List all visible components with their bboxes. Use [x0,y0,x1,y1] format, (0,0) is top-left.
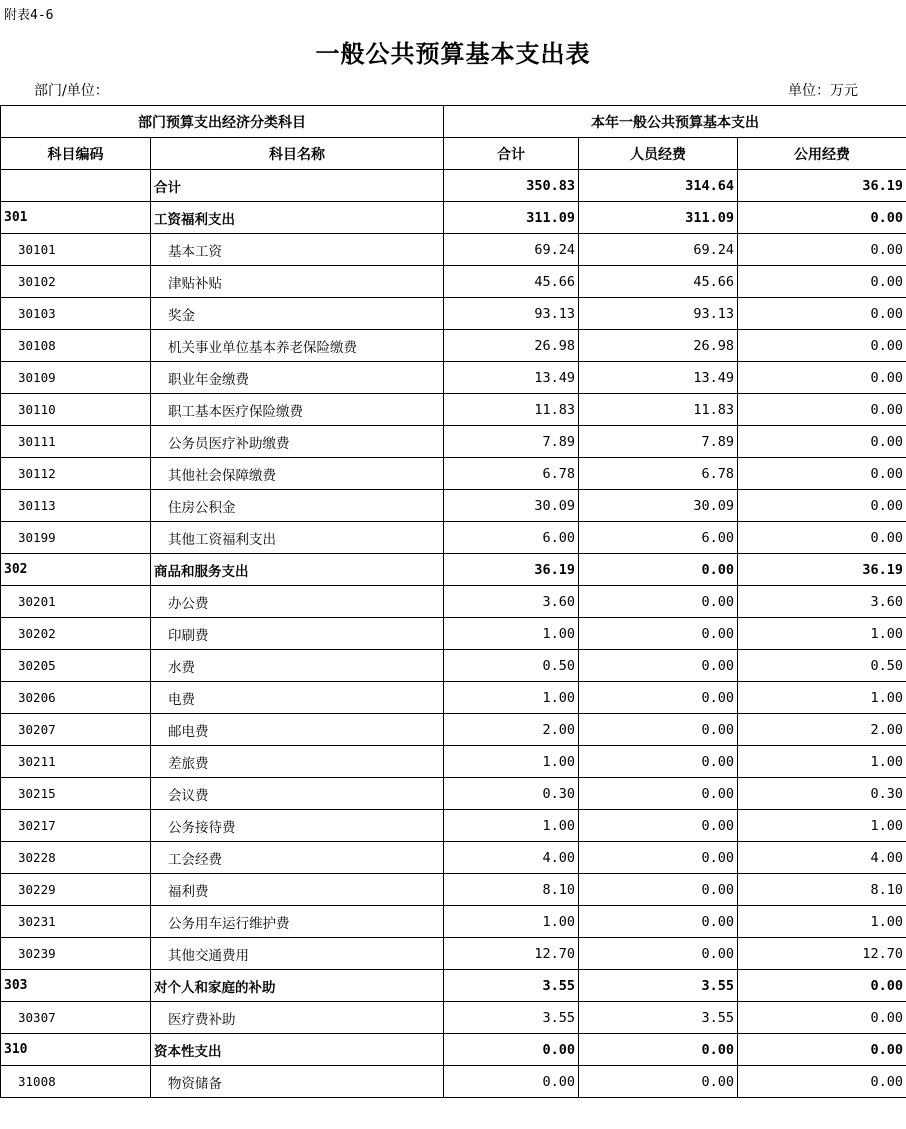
row-total: 1.00 [444,746,579,778]
row-personnel: 0.00 [579,714,738,746]
table-row [1,938,906,970]
row-code: 303 [1,970,151,1002]
row-total: 4.00 [444,842,579,874]
row-personnel: 0.00 [579,778,738,810]
row-personnel: 26.98 [579,330,738,362]
column-header-personnel: 人员经费 [579,138,738,170]
row-total: 3.55 [444,970,579,1002]
row-public: 36.19 [738,554,906,586]
budget-table [0,105,906,1098]
row-total: 12.70 [444,938,579,970]
row-personnel: 0.00 [579,1034,738,1066]
row-total: 93.13 [444,298,579,330]
row-total: 1.00 [444,682,579,714]
row-public: 1.00 [738,906,906,938]
row-total: 3.55 [444,1002,579,1034]
row-code: 301 [1,202,151,234]
page-title: 一般公共预算基本支出表 [315,39,591,68]
row-total: 69.24 [444,234,579,266]
row-public: 0.00 [738,1002,906,1034]
row-name: 其他社会保障缴费 [151,458,444,490]
table-row [1,426,906,458]
row-name: 公务接待费 [151,810,444,842]
row-personnel: 6.00 [579,522,738,554]
row-code: 30205 [1,650,151,682]
row-code: 30113 [1,490,151,522]
row-total: 0.50 [444,650,579,682]
row-total: 30.09 [444,490,579,522]
row-total: 311.09 [444,202,579,234]
row-name: 职工基本医疗保险缴费 [151,394,444,426]
row-code: 30231 [1,906,151,938]
table-row [1,202,906,234]
row-code: 30307 [1,1002,151,1034]
row-public: 2.00 [738,714,906,746]
row-personnel: 93.13 [579,298,738,330]
table-row [1,330,906,362]
table-row [1,266,906,298]
row-name: 基本工资 [151,234,444,266]
row-name: 对个人和家庭的补助 [151,970,444,1002]
row-name: 职业年金缴费 [151,362,444,394]
row-personnel: 311.09 [579,202,738,234]
row-public: 0.00 [738,970,906,1002]
table-row [1,1034,906,1066]
row-code: 30217 [1,810,151,842]
row-code: 30111 [1,426,151,458]
row-total: 26.98 [444,330,579,362]
table-row [1,234,906,266]
row-personnel: 0.00 [579,810,738,842]
row-personnel: 0.00 [579,554,738,586]
row-public: 3.60 [738,586,906,618]
row-name: 公务用车运行维护费 [151,906,444,938]
row-personnel: 0.00 [579,906,738,938]
row-name: 奖金 [151,298,444,330]
column-header-name: 科目名称 [151,138,444,170]
row-personnel: 69.24 [579,234,738,266]
table-row [1,298,906,330]
header-column-row [1,138,906,170]
row-code: 30108 [1,330,151,362]
table-row [1,746,906,778]
column-header-code: 科目编码 [1,138,151,170]
row-total: 8.10 [444,874,579,906]
row-total: 350.83 [444,170,579,202]
table-row [1,650,906,682]
row-public: 0.50 [738,650,906,682]
row-total: 3.60 [444,586,579,618]
row-public: 1.00 [738,810,906,842]
row-name: 津贴补贴 [151,266,444,298]
row-public: 1.00 [738,746,906,778]
table-row [1,874,906,906]
row-name: 住房公积金 [151,490,444,522]
row-public: 12.70 [738,938,906,970]
row-personnel: 0.00 [579,618,738,650]
row-name: 机关事业单位基本养老保险缴费 [151,330,444,362]
row-public: 1.00 [738,682,906,714]
row-public: 0.00 [738,522,906,554]
row-total: 1.00 [444,618,579,650]
department-label: 部门/单位： [34,83,109,99]
row-total: 0.00 [444,1034,579,1066]
table-row [1,362,906,394]
row-code: 30201 [1,586,151,618]
row-name: 工会经费 [151,842,444,874]
table-row [1,170,906,202]
row-name: 物资储备 [151,1066,444,1098]
row-total: 7.89 [444,426,579,458]
row-public: 0.00 [738,202,906,234]
table-row [1,1066,906,1098]
row-code: 30102 [1,266,151,298]
row-code: 30202 [1,618,151,650]
row-public: 0.00 [738,1034,906,1066]
row-personnel: 0.00 [579,586,738,618]
row-personnel: 0.00 [579,938,738,970]
row-public: 8.10 [738,874,906,906]
row-personnel: 314.64 [579,170,738,202]
row-personnel: 0.00 [579,1066,738,1098]
table-row [1,906,906,938]
row-code: 30239 [1,938,151,970]
row-total: 45.66 [444,266,579,298]
row-total: 0.30 [444,778,579,810]
unit-label: 单位：万元 [788,83,858,99]
row-code: 30229 [1,874,151,906]
row-code: 30110 [1,394,151,426]
row-total: 11.83 [444,394,579,426]
row-total: 13.49 [444,362,579,394]
row-code: 30112 [1,458,151,490]
row-total: 6.00 [444,522,579,554]
row-name: 资本性支出 [151,1034,444,1066]
row-code: 30211 [1,746,151,778]
table-row [1,554,906,586]
header-group-basic-expenditure: 本年一般公共预算基本支出 [444,106,906,138]
row-name: 其他工资福利支出 [151,522,444,554]
row-public: 0.00 [738,1066,906,1098]
row-name: 合计 [151,170,444,202]
table-row [1,490,906,522]
row-public: 0.00 [738,266,906,298]
row-personnel: 45.66 [579,266,738,298]
row-public: 0.00 [738,330,906,362]
row-name: 水费 [151,650,444,682]
row-total: 0.00 [444,1066,579,1098]
row-name: 其他交通费用 [151,938,444,970]
row-code [1,170,151,202]
row-code: 31008 [1,1066,151,1098]
row-code: 30206 [1,682,151,714]
table-row [1,810,906,842]
row-public: 0.00 [738,426,906,458]
row-personnel: 0.00 [579,842,738,874]
row-personnel: 3.55 [579,1002,738,1034]
table-row [1,714,906,746]
table-row [1,458,906,490]
row-public: 0.00 [738,490,906,522]
table-row [1,682,906,714]
row-name: 商品和服务支出 [151,554,444,586]
column-header-total: 合计 [444,138,579,170]
column-header-public: 公用经费 [738,138,906,170]
row-name: 差旅费 [151,746,444,778]
row-public: 4.00 [738,842,906,874]
row-personnel: 3.55 [579,970,738,1002]
row-personnel: 0.00 [579,650,738,682]
header-group-classification: 部门预算支出经济分类科目 [1,106,444,138]
table-body [1,170,906,1098]
table-row [1,618,906,650]
annex-label: 附表4-6 [4,8,54,23]
row-personnel: 7.89 [579,426,738,458]
row-name: 印刷费 [151,618,444,650]
row-personnel: 6.78 [579,458,738,490]
row-code: 30207 [1,714,151,746]
row-code: 302 [1,554,151,586]
row-total: 1.00 [444,810,579,842]
row-public: 36.19 [738,170,906,202]
row-personnel: 0.00 [579,874,738,906]
row-name: 邮电费 [151,714,444,746]
row-personnel: 30.09 [579,490,738,522]
row-name: 医疗费补助 [151,1002,444,1034]
table-row [1,1002,906,1034]
row-code: 310 [1,1034,151,1066]
row-name: 工资福利支出 [151,202,444,234]
table-row [1,394,906,426]
row-public: 0.00 [738,458,906,490]
row-name: 电费 [151,682,444,714]
row-total: 2.00 [444,714,579,746]
row-total: 36.19 [444,554,579,586]
table-row [1,586,906,618]
row-code: 30103 [1,298,151,330]
row-name: 办公费 [151,586,444,618]
row-code: 30101 [1,234,151,266]
row-code: 30199 [1,522,151,554]
row-personnel: 13.49 [579,362,738,394]
row-name: 福利费 [151,874,444,906]
row-name: 会议费 [151,778,444,810]
row-public: 0.00 [738,298,906,330]
header-group-row [1,106,906,138]
row-name: 公务员医疗补助缴费 [151,426,444,458]
row-personnel: 0.00 [579,746,738,778]
row-public: 0.30 [738,778,906,810]
row-total: 6.78 [444,458,579,490]
row-public: 0.00 [738,234,906,266]
row-public: 1.00 [738,618,906,650]
row-total: 1.00 [444,906,579,938]
table-row [1,970,906,1002]
row-code: 30228 [1,842,151,874]
table-row [1,842,906,874]
row-code: 30215 [1,778,151,810]
table-row [1,522,906,554]
row-public: 0.00 [738,394,906,426]
row-public: 0.00 [738,362,906,394]
row-code: 30109 [1,362,151,394]
row-personnel: 0.00 [579,682,738,714]
row-personnel: 11.83 [579,394,738,426]
table-row [1,778,906,810]
